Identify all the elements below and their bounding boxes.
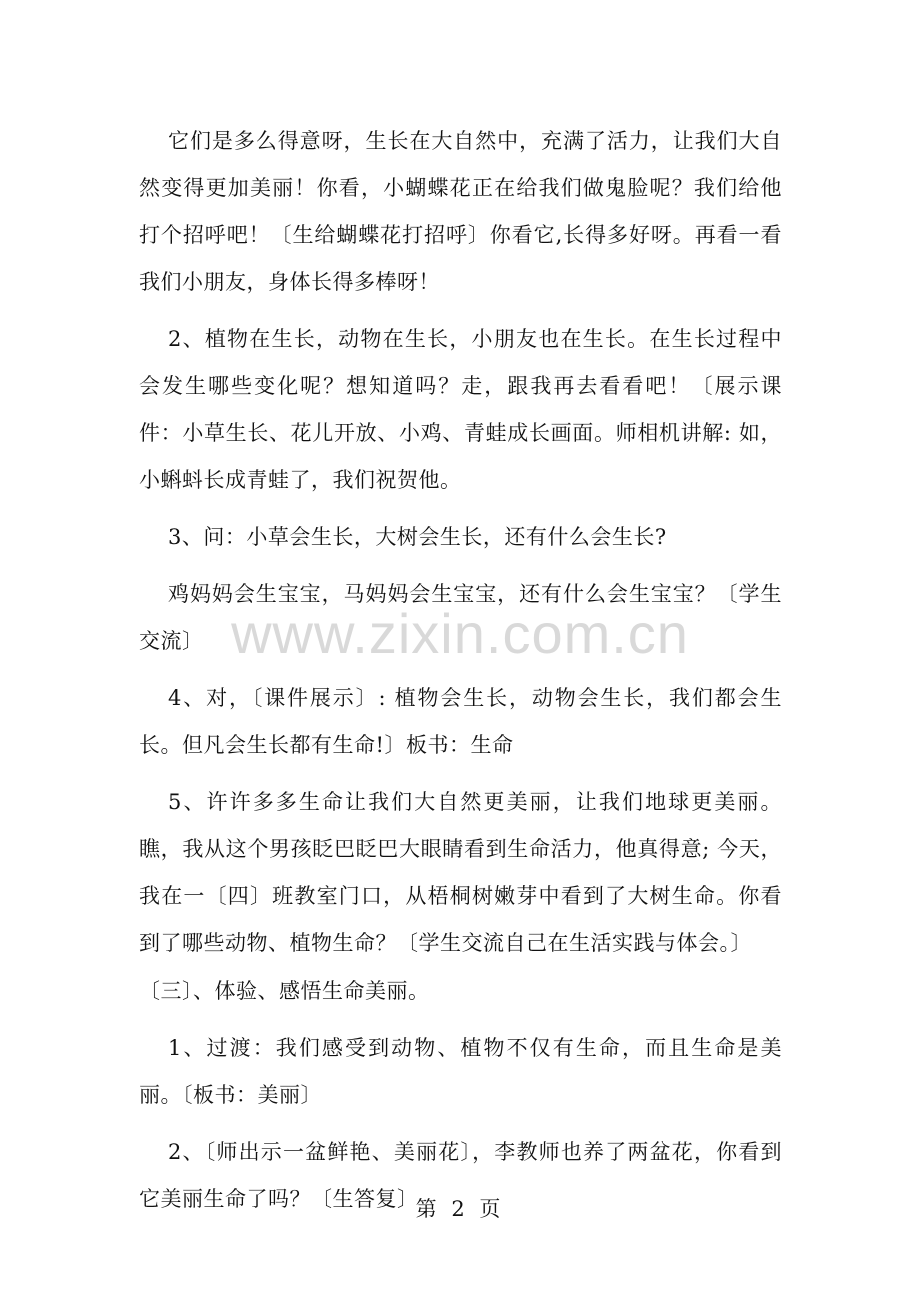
section-heading: 〔三〕、体验、感悟生命美丽。 — [139, 979, 430, 1003]
watermark: www.zixin.com.cn — [231, 602, 689, 665]
paragraph-transition: 1、过渡：我们感受到动物、植物不仅有生命，而且生命是美丽。〔板书：美丽〕 — [139, 1036, 782, 1107]
paragraph-intro: 它们是多么得意呀，生长在大自然中，充满了活力，让我们大自然变得更加美丽！你看，小蝴蝶花正在给我们做鬼脸呢？我们给他打个招呼吧！〔生给蝴蝶花打招呼〕你看它,长得多好呀。再看一看我们小朋友，身体长得多棒呀！ — [139, 129, 782, 294]
paragraph-item-5: 5、许许多多生命让我们大自然更美丽，让我们地球更美丽。瞧，我从这个男孩眨巴眨巴大眼睛看到生命活力，他真得意; 今天，我在一〔四〕班教室门口，从梧桐树嫩芽中看到了大树生命。你看到了哪些动物、植物生命？〔学生交流自己在生活实践与体会。〕 — [139, 790, 782, 955]
document-body — [139, 118, 782, 1223]
paragraph-item-3: 3、问：小草会生长，大树会生长，还有什么会生长? — [168, 525, 667, 549]
paragraph-question: 鸡妈妈会生宝宝，马妈妈会生宝宝，还有什么会生宝宝？〔学生交流〕 — [139, 582, 782, 653]
paragraph-flower: 2、〔师出示一盆鲜艳、美丽花〕，李教师也养了两盆花，你看到它美丽生命了吗？〔生答复〕 — [139, 1140, 782, 1211]
page-number: 第 2 页 — [415, 1197, 505, 1221]
paragraph-item-2: 2、植物在生长，动物在生长，小朋友也在生长。在生长过程中会发生哪些变化呢？想知道吗？走，跟我再去看看吧！〔展示课件：小草生长、花儿开放、小鸡、青蛙成长画面。师相机讲解: 如，小蝌蚪长成青蛙了，我们祝贺他。 — [139, 327, 782, 492]
paragraph-item-4: 4、对，〔课件展示〕: 植物会生长，动物会生长，我们都会生长。但凡会生长都有生命!〕板书：生命 — [139, 686, 782, 757]
